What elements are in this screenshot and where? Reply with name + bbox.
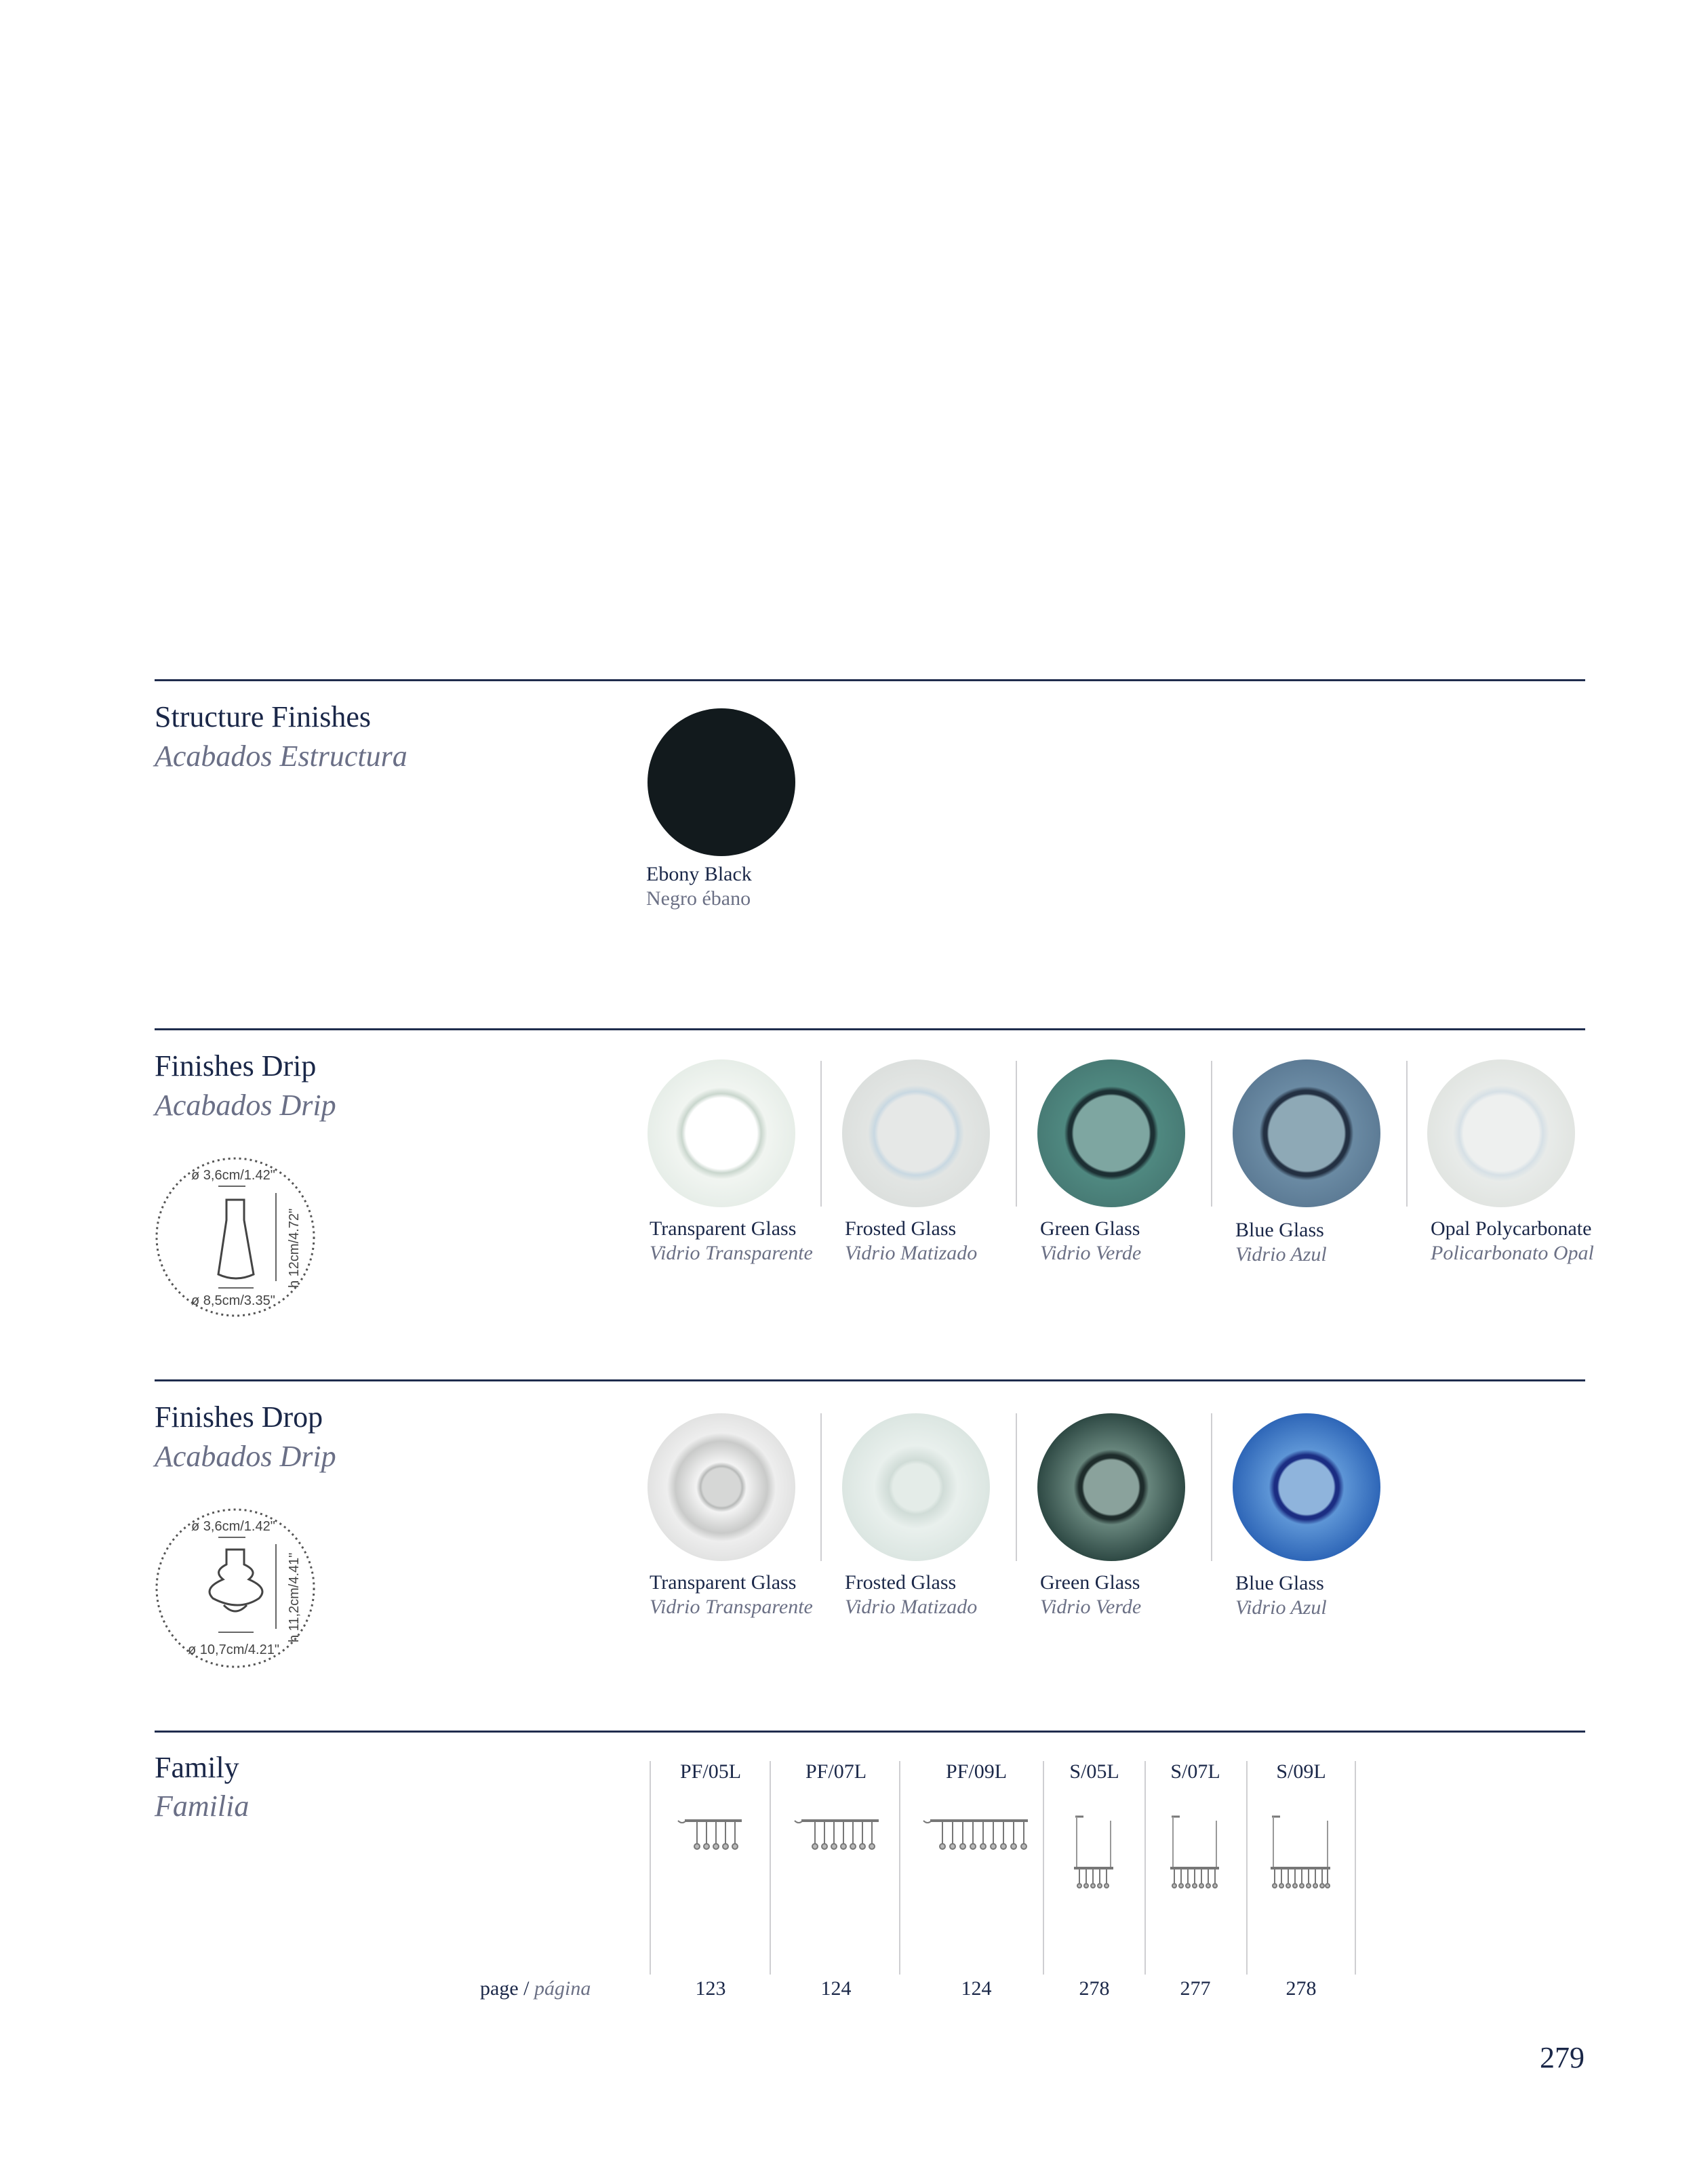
family-page-ref[interactable]: 124 <box>961 1977 992 2000</box>
drop-subtitle: Acabados Drip <box>155 1440 336 1473</box>
swatch-drop-frosted <box>842 1413 990 1561</box>
section-divider-drop <box>155 1379 1585 1381</box>
swatch-drop-green <box>1037 1413 1185 1561</box>
swatch-label-en: Transparent Glass <box>650 1217 797 1240</box>
swatch-drop-transparent <box>648 1413 795 1561</box>
swatch-label-es: Vidrio Matizado <box>845 1242 978 1264</box>
drip-separator <box>1016 1061 1017 1207</box>
drip-separator <box>1406 1061 1408 1207</box>
drip-dimension-diagram <box>151 1152 320 1322</box>
family-subtitle: Familia <box>155 1789 250 1823</box>
drop-dim-height: h 11,2cm/4.41" <box>287 1552 302 1642</box>
section-divider-structure <box>155 679 1585 681</box>
pendant-pf09l-icon <box>922 1817 1031 1855</box>
family-separator <box>770 1761 771 1975</box>
family-code: S/07L <box>1170 1760 1220 1783</box>
family-page-ref[interactable]: 124 <box>820 1977 852 2000</box>
swatch-label-en: Green Glass <box>1040 1571 1140 1594</box>
drip-dim-top: ø 3,6cm/1.42" <box>191 1168 275 1183</box>
swatch-label-es: Policarbonato Opal <box>1431 1242 1594 1264</box>
drip-separator <box>1211 1061 1212 1207</box>
family-code: S/09L <box>1276 1760 1326 1783</box>
drip-dim-bottom: ø 8,5cm/3.35" <box>191 1293 275 1308</box>
drip-separator <box>820 1061 822 1207</box>
section-divider-drip <box>155 1028 1585 1030</box>
family-code: PF/09L <box>945 1760 1008 1783</box>
drip-title: Finishes Drip <box>155 1049 317 1083</box>
family-page-ref[interactable]: 278 <box>1286 1977 1317 2000</box>
page-number: 279 <box>1540 2041 1585 2074</box>
swatch-label-en: Green Glass <box>1040 1217 1140 1240</box>
swatch-label-en: Blue Glass <box>1235 1572 1324 1594</box>
page-label-es: página <box>534 1977 591 2000</box>
swatch-label-en: Frosted Glass <box>845 1217 957 1240</box>
pendant-pf05l-icon <box>677 1817 744 1855</box>
swatch-label-en: Ebony Black <box>646 863 752 885</box>
family-separator <box>650 1761 651 1975</box>
structure-title: Structure Finishes <box>155 700 371 733</box>
family-separator <box>1144 1761 1146 1975</box>
family-code: PF/07L <box>805 1760 867 1783</box>
drop-separator <box>1211 1413 1212 1561</box>
swatch-label-es: Vidrio Azul <box>1235 1243 1327 1266</box>
family-page-ref[interactable]: 123 <box>695 1977 726 2000</box>
pendant-s09l-icon <box>1268 1814 1333 1902</box>
page-reference-label: page / página <box>480 1977 591 2000</box>
drop-title: Finishes Drop <box>155 1400 323 1434</box>
drop-dim-bottom: ø 10,7cm/4.21" <box>188 1642 279 1657</box>
swatch-label-en: Blue Glass <box>1235 1219 1324 1241</box>
swatch-label-es: Vidrio Verde <box>1040 1596 1142 1618</box>
page-label-en: page <box>480 1977 519 2000</box>
drop-separator <box>820 1413 822 1561</box>
swatch-label-es: Vidrio Azul <box>1235 1596 1327 1619</box>
family-code: PF/05L <box>679 1760 742 1783</box>
swatch-ebony-black <box>648 708 795 856</box>
family-separator <box>899 1761 900 1975</box>
family-separator <box>1043 1761 1044 1975</box>
pendant-pf07l-icon <box>793 1817 881 1855</box>
drop-dimension-diagram <box>151 1503 320 1673</box>
drop-dim-top: ø 3,6cm/1.42" <box>191 1519 275 1534</box>
pendant-s05l-icon <box>1071 1814 1116 1902</box>
swatch-drip-blue <box>1233 1059 1380 1207</box>
swatch-drop-blue <box>1233 1413 1380 1561</box>
swatch-drip-transparent <box>648 1059 795 1207</box>
family-title: Family <box>155 1751 239 1784</box>
swatch-label-en: Opal Polycarbonate <box>1431 1217 1592 1240</box>
swatch-label-en: Transparent Glass <box>650 1571 797 1594</box>
swatch-label-es: Negro ébano <box>646 887 751 910</box>
drop-separator <box>1016 1413 1017 1561</box>
swatch-label-es: Vidrio Transparente <box>650 1596 813 1618</box>
family-page-ref[interactable]: 277 <box>1180 1977 1211 2000</box>
swatch-label-es: Vidrio Matizado <box>845 1596 978 1618</box>
family-code: S/05L <box>1069 1760 1119 1783</box>
family-page-ref[interactable]: 278 <box>1079 1977 1110 2000</box>
swatch-drip-green <box>1037 1059 1185 1207</box>
family-separator <box>1355 1761 1356 1975</box>
swatch-label-es: Vidrio Transparente <box>650 1242 813 1264</box>
section-divider-family <box>155 1731 1585 1733</box>
swatch-label-es: Vidrio Verde <box>1040 1242 1142 1264</box>
swatch-drip-opal <box>1427 1059 1575 1207</box>
pendant-s07l-icon <box>1168 1814 1222 1902</box>
drip-dim-height: h 12cm/4.72" <box>287 1208 302 1288</box>
swatch-label-en: Frosted Glass <box>845 1571 957 1594</box>
family-separator <box>1246 1761 1248 1975</box>
swatch-drip-frosted <box>842 1059 990 1207</box>
structure-subtitle: Acabados Estructura <box>155 740 407 773</box>
drip-subtitle: Acabados Drip <box>155 1089 336 1122</box>
